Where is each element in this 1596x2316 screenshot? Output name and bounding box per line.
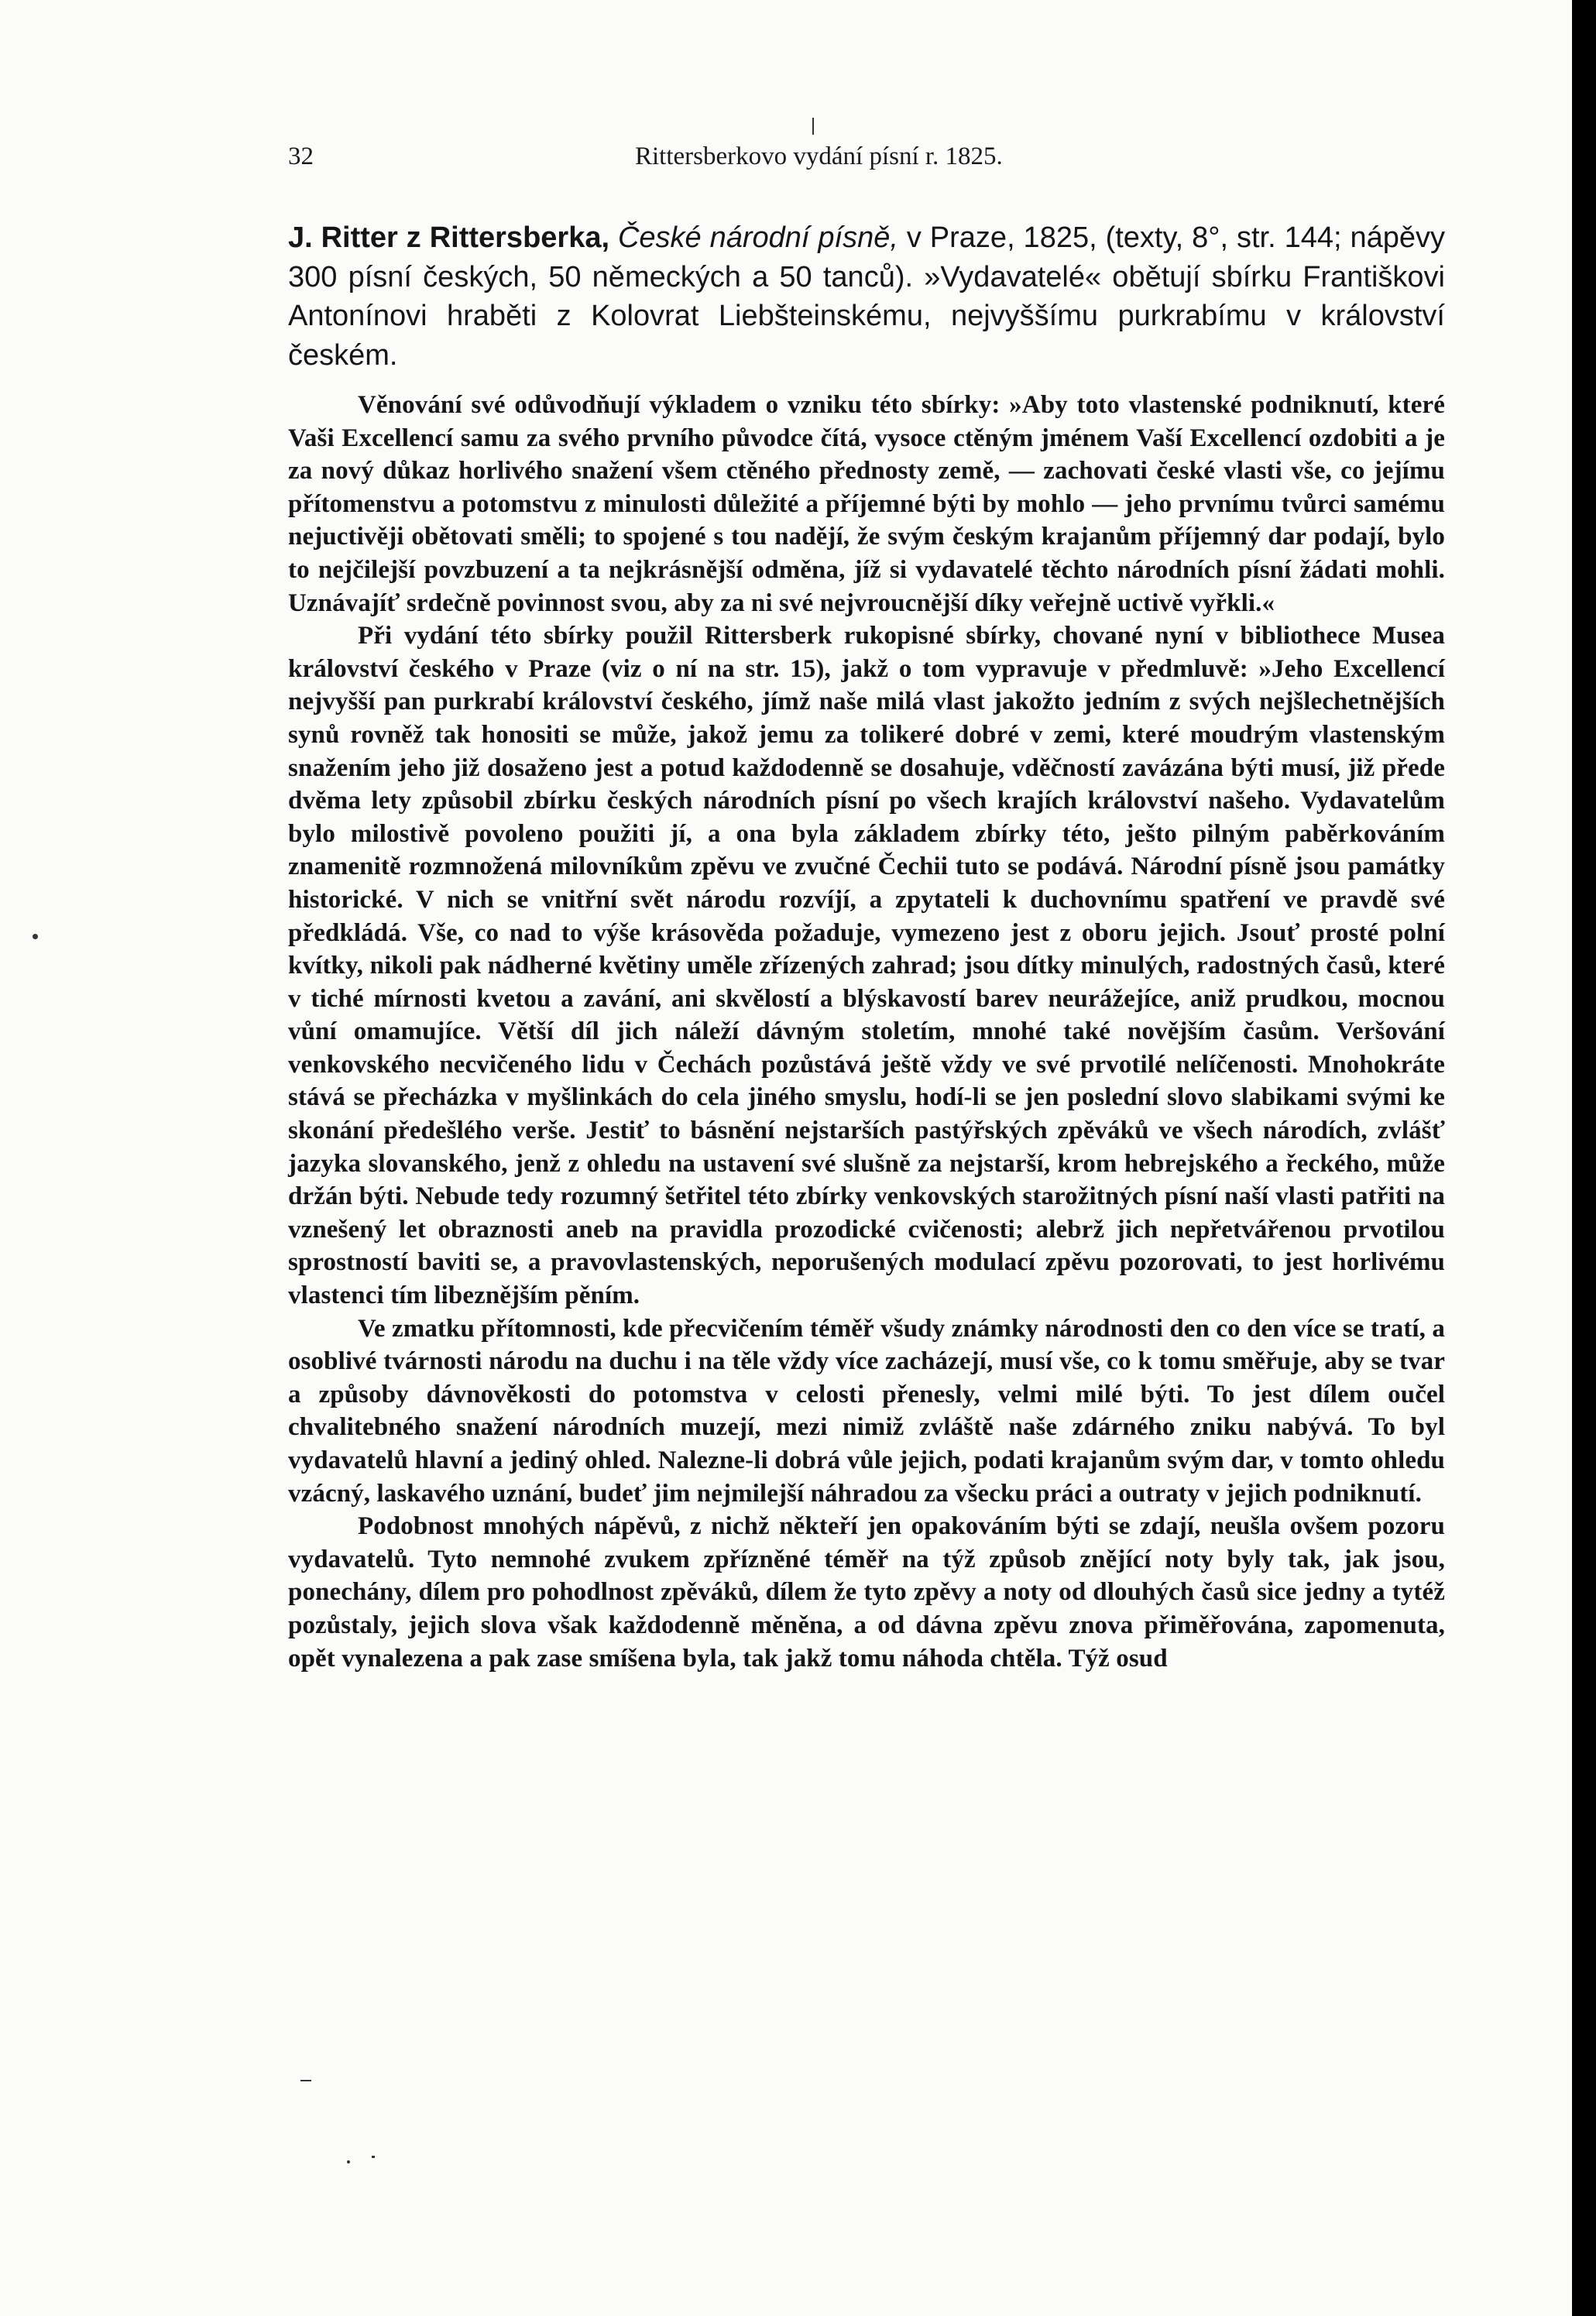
biblio-author: J. Ritter z Rittersberka,: [288, 221, 610, 254]
biblio-work-title: České národní písně,: [617, 221, 898, 254]
scan-speck: [372, 2156, 375, 2158]
scan-speck: [300, 2080, 311, 2081]
page-number: 32: [288, 142, 314, 170]
biblio-details: v Praze, 1825, (texty, 8°, str. 144; nápěvy 300 písní českých, 50 německých a 50 tanců). »Vydavatelé« obětují sbírku Františkovi Antonínovi hraběti z Kolovrat Liebšteinskému, nejvyššímu purkrabímu v království českém.: [288, 221, 1445, 372]
paragraph-similarity: Podobnost mnohých nápěvů, z nichž někteří jen opakováním býti se zdají, neušla ovšem pozoru vydavatelů. Tyto nemnohé zvukem zpřízněné téměř na týž způsob znějící noty byly tak, jak jsou, ponechány, dílem pro pohodlnost zpěváků, dílem že tyto zpěvy a noty od dlouhých časů sice jedny a tytéž pozůstaly, jejich slova však každodenně měněna, a od dávna zpěvu znova přiměřována, zapomenuta, opět vynalezena a pak zase smíšena byla, tak jakž tomu náhoda chtěla. Týž osud: [288, 1512, 1445, 1673]
paragraph-dedication: Věnování své odůvodňují výkladem o vzniku této sbírky: »Aby toto vlastenské podniknutí, které Vaši Excellencí samu za svého prvního původce čítá, vysoce ctěným jménem Vaší Excellencí ozdobiti a je za nový důkaz horlivého snažení všem ctěného přednosty země, — zachovati české vlasti vše, co jejímu přítomenstvu a potomstvu z minulosti důležité a příjemné býti by mohlo — jeho prvnímu tvůrci samému nejuctivěji obětovati směli; to spojené s tou nadějí, že svým českým krajanům příjemný dar podají, bylo to nejčilejší povzbuzení a ta nejkrásnější odměna, jíž si vydavatelé těchto národních písní žádati mohli. Uznávajíť srdečně povinnost svou, aby za ni své nejvroucnější díky veřejně uctivě vyřkli.«: [288, 391, 1445, 617]
running-header: [288, 138, 1442, 177]
scan-border: [1572, 0, 1596, 2316]
margin-dot: [33, 934, 38, 939]
paragraph-preface: Při vydání této sbírky použil Rittersberk rukopisné sbírky, chované nyní v bibliothece Musea království českého v Praze (viz o ní na str. 15), jakž o tom vypravuje v předmluvě: »Jeho Excellencí nejvyšší pan purkrabí království českého, jímž naše milá vlast jakožto jedním z svých nejšlechetnějších synů rovněž tak honositi se může, jakož jemu za tolikeré dobré v zemi, které moudrým vlastenským snažením jeho již dosaženo jest a potud každodenně se dosahuje, vděčností zavázána býti musí, již přede dvěma lety způsobil zbírku českých národních písní po všech krajích království našeho. Vydavatelům bylo milostivě povoleno použiti jí, a ona byla základem zbírky této, ješto pilným paběrkováním znamenitě rozmnožená milovníkům zpěvu ve zvučné Čechii tuto se podává. Národní písně jsou památky historické. V nich se vnitřní svět národu rozvíjí, a zpytateli k duchovnímu spatření ve pravdě své předkládá. Vše, co nad to výše krásověda požaduje, vymezeno jest z oboru jejich. Jsouť prosté polní kvítky, nikoli pak nádherné květiny uměle zřízených zahrad; jsou dítky minulých, radostných časů, které v tiché mírnosti kvetou a zavání, ani skvělostí a blýskavostí barev neurážejíce, aniž prudkou, mocnou vůní omamujíce. Větší díl jich náleží dávným stoletím, mnohé také novějším časům. Veršování venkovského necvičeného lidu v Čechách pozůstává ještě vždy ve své prvotilé nelíčenosti. Mnohokráte stává se přecházka v myšlinkách do cela jiného smyslu, hodí-li se jen poslední slovo slabikami svými ke skonání předešlého verše. Jestiť to básnění nejstarších pastýřských zpěváků ve všech národích, zvlášť jazyka slovanského, jenž z ohledu na ustavení své slušně za nejstarší, krom hebrejského a řeckého, může držán býti. Nebude tedy rozumný šetřitel této zbírky venkovských starožitných písní naší vlasti patřiti na vznešený let obraznosti aneb na pravidla prozodické cvičenosti; alebrž jich nepřetvářenou prvotilou sprostností baviti se, a pravovlastenských, neporušených modulací zpěvu pozorovati, to jest horlivému vlastenci tím libeznějším pěním.: [288, 622, 1445, 1310]
scan-speck: [812, 118, 814, 135]
paragraph-present: Ve zmatku přítomnosti, kde přecvičením téměř všudy známky národnosti den co den více se tratí, a osoblivé tvárnosti národu na duchu i na těle vždy více zacházejí, musí vše, co k tomu směřuje, aby se tvar a způsoby dávnověkosti do potomstva v celosti přenesly, velmi milé býti. To jest dílem oučel chvalitebného snažení národních muzejí, mezi nimiž zvláště naše zdárného zniku nabývá. To byl vydavatelů hlavní a jediný ohled. Nalezne-li dobrá vůle jejich, podati krajanům svým dar, v tomto ohledu vzácný, laskavého uznání, budeť jim nejmilejší náhradou za všecku práci a outraty v jejich podniknutí.: [288, 1314, 1445, 1508]
scan-speck: [347, 2160, 350, 2163]
running-title: Rittersberkovo vydání písní r. 1825.: [635, 142, 1003, 170]
page-body: [288, 218, 1445, 1675]
bibliography-entry: [288, 218, 1445, 375]
